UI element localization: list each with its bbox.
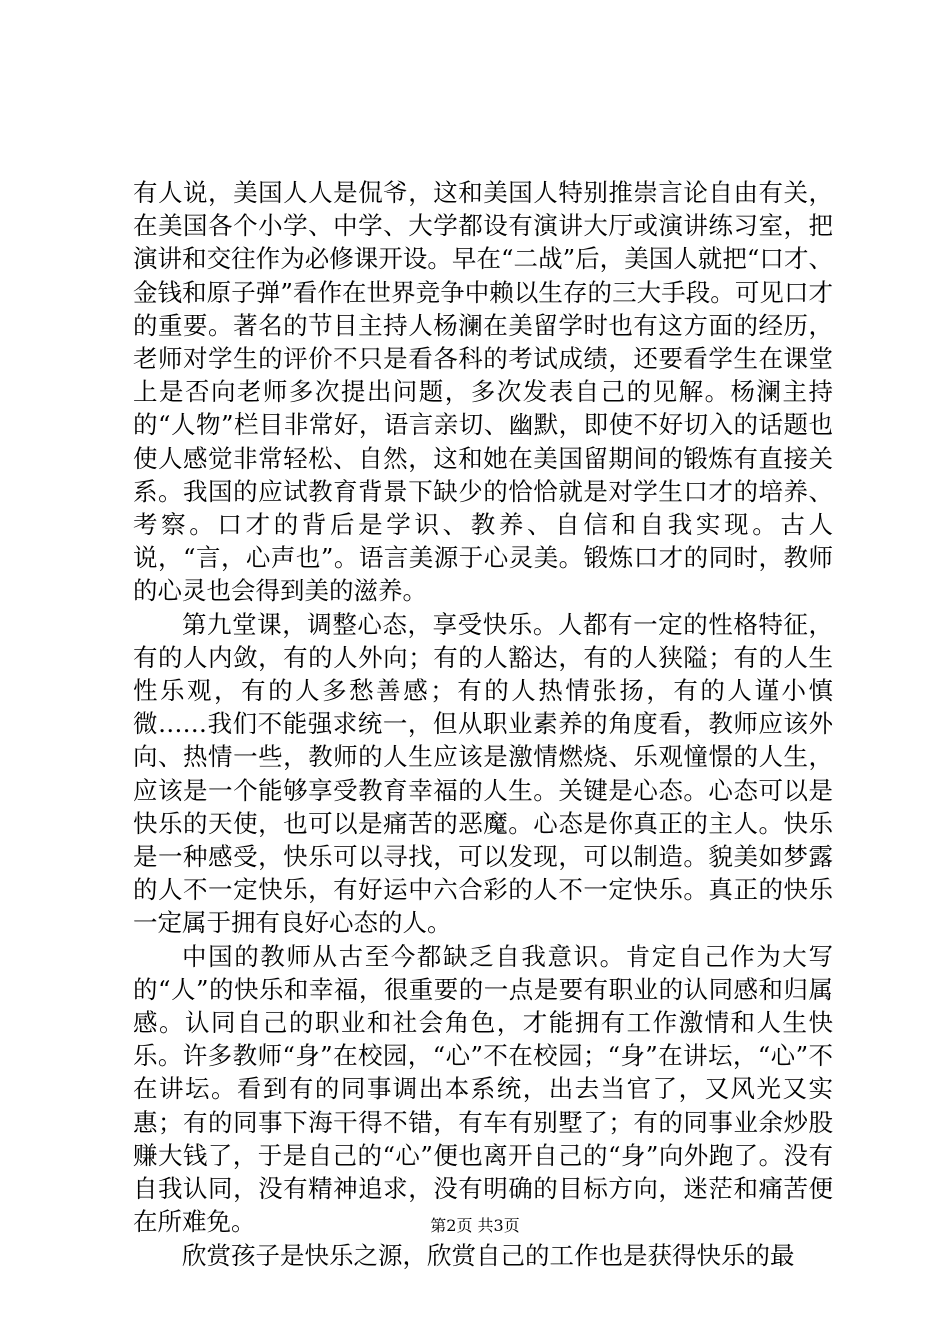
paragraph-1: 有人说，美国人人是侃爷，这和美国人特别推崇言论自由有关，在美国各个小学、中学、大学都设有演讲大厅或演讲练习室，把演讲和交往作为必修课开设。早在“二战”后，美国人就把“口才、金钱和原子弹”看作在世界竞争中赖以生存的三大手段。可见口才的重要。著名的节目主持人杨澜在美留学时也有这方面的经历，老师对学生的评价不只是看各科的考试成绩，还要看学生在课堂上是否向老师多次提出问题，多次发表自己的见解。杨澜主持的“人物”栏目非常好，语言亲切、幽默，即使不好切入的话题也使人感觉非常轻松、自然，这和她在美国留期间的锻炼有直接关系。我国的应试教育背景下缺少的恰恰就是对学生口才的培养、考察。口才的背后是学识、教养、自信和自我实现。古人说，“言，心声也”。语言美源于心灵美。锻炼口才的同时，教师的心灵也会得到美的滋养。: [133, 178, 833, 606]
page-number-footer: 第2页 共3页: [430, 1216, 520, 1235]
paragraph-3: 中国的教师从古至今都缺乏自我意识。肯定自己作为大写的“人”的快乐和幸福，很重要的一点是要有职业的认同感和归属感。认同自己的职业和社会角色，才能拥有工作激情和人生快乐。许多教师“身”在校园，“心”不在校园；“身”在讲坛，“心”不在讲坛。看到有的同事调出本系统，出去当官了，又风光又实惠；有的同事下海干得不错，有车有别墅了；有的同事业余炒股赚大钱了，于是自己的“心”便也离开自己的“身”向外跑了。没有自我认同，没有精神追求，没有明确的目标方向，迷茫和痛苦便在所难免。: [133, 941, 833, 1237]
paragraph-2: 第九堂课，调整心态，享受快乐。人都有一定的性格特征，有的人内敛，有的人外向；有的人豁达，有的人狭隘；有的人生性乐观，有的人多愁善感；有的人热情张扬，有的人谨小慎微……我们不能强求统一，但从职业素养的角度看，教师应该外向、热情一些，教师的人生应该是激情燃烧、乐观憧憬的人生，应该是一个能够享受教育幸福的人生。关键是心态。心态可以是快乐的天使，也可以是痛苦的恶魔。心态是你真正的主人。快乐是一种感受，快乐可以寻找，可以发现，可以制造。貌美如梦露的人不一定快乐，有好运中六合彩的人不一定快乐。真正的快乐一定属于拥有良好心态的人。: [133, 609, 833, 938]
body-text: [133, 176, 833, 1272]
paragraph-4: 欣赏孩子是快乐之源，欣赏自己的工作也是获得快乐的最: [182, 1240, 795, 1270]
